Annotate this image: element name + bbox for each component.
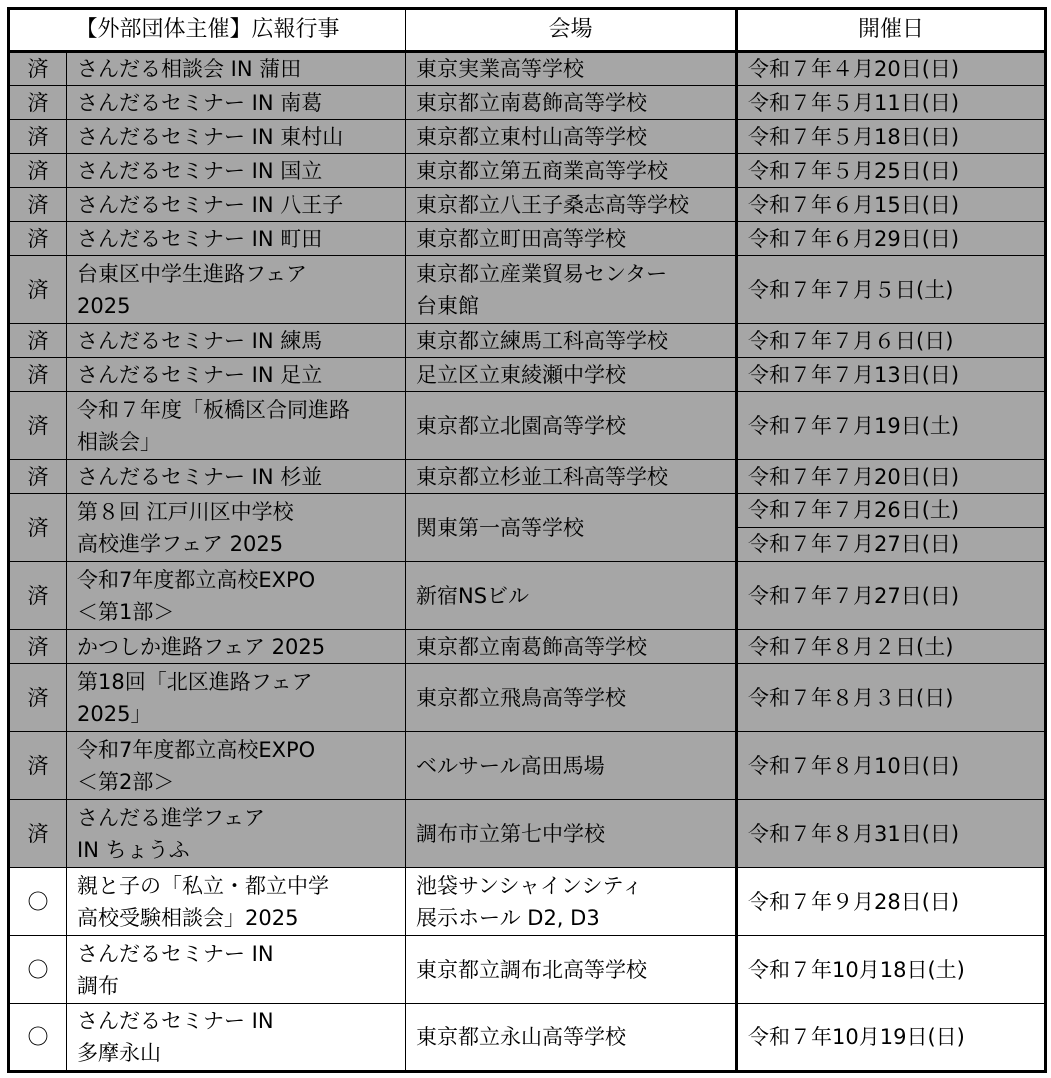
venue-line: 東京都立第五商業高等学校 [416,158,669,183]
venue-cell [406,800,737,868]
venue-cell [406,936,737,1004]
venue-line: 関東第一高等学校 [416,515,585,540]
table-row [9,868,1046,936]
venue-cell [406,188,737,222]
event-date: 令和７年７月26日(土) [748,498,960,522]
status-done-mark: 済 [9,562,67,630]
venue-cell [406,86,737,120]
event-name-cell [67,562,406,630]
event-name-line: さんだるセミナー IN 町田 [77,226,323,251]
event-name-line: 2025」 [77,701,152,726]
table-row [9,324,1046,358]
event-date: 令和７年６月29日(日) [748,226,960,251]
event-name-line: さんだる進学フェア [77,805,265,830]
table-row [9,664,1046,732]
venue-cell [406,222,737,256]
venue-cell [406,630,737,664]
status-done-mark: 済 [9,630,67,664]
event-name-line: 第18回「北区進路フェア [77,669,313,694]
table-row [9,732,1046,800]
venue-cell [406,120,737,154]
venue-line: 東京都立練馬工科高等学校 [416,328,669,353]
status-upcoming-mark: 〇 [9,1004,67,1072]
status-upcoming-mark: 〇 [9,936,67,1004]
venue-line: 足立区立東綾瀬中学校 [416,362,627,387]
event-name-line: さんだるセミナー IN [77,941,274,966]
venue-cell [406,732,737,800]
event-date: 令和７年５月18日(日) [748,124,960,149]
event-date: 令和７年７月27日(日) [738,527,1044,561]
event-name-cell [67,936,406,1004]
status-done-mark: 済 [9,188,67,222]
status-done-mark: 済 [9,664,67,732]
venue-cell [406,460,737,494]
event-date: 令和７年７月６日(日) [748,328,954,353]
date-cell [737,1004,1046,1072]
date-cell [737,800,1046,868]
event-name-cell [67,358,406,392]
event-date: 令和７年６月15日(日) [748,192,960,217]
event-name-line: ＜第1部＞ [77,599,175,624]
venue-cell [406,256,737,324]
date-cell [737,52,1046,86]
date-cell [737,188,1046,222]
event-name-cell [67,120,406,154]
event-name-cell [67,392,406,460]
event-name-cell [67,52,406,86]
event-name-line: 高校進学フェア 2025 [77,531,284,556]
venue-line: ベルサール高田馬場 [416,753,605,778]
event-name-line: さんだるセミナー IN 南葛 [77,90,323,115]
event-name-line: 令和7年度都立高校EXPO [77,567,316,592]
venue-line: 池袋サンシャインシティ [416,873,643,898]
event-name-line: さんだる相談会 IN 蒲田 [77,57,302,81]
table-row [9,256,1046,324]
event-name-cell [67,630,406,664]
table-row [9,392,1046,460]
date-cell [737,936,1046,1004]
status-done-mark: 済 [9,800,67,868]
date-cell [737,358,1046,392]
event-date: 令和７年４月20日(日) [748,57,960,81]
venue-line: 調布市立第七中学校 [416,821,606,846]
event-date: 令和７年８月31日(日) [748,821,960,846]
event-date: 令和７年７月19日(土) [748,413,960,438]
venue-line: 東京都立産業貿易センター [416,261,668,286]
event-name-cell [67,222,406,256]
header-event: 【外部団体主催】広報行事 [9,9,406,52]
table-row [9,120,1046,154]
event-name-line: ＜第2部＞ [77,769,175,794]
status-done-mark: 済 [9,732,67,800]
date-cell [737,732,1046,800]
venue-line: 展示ホール D2, D3 [416,905,600,930]
event-name-line: 台東区中学生進路フェア [77,261,307,286]
event-name-line: 第８回 江戸川区中学校 [77,499,294,524]
event-name-line: さんだるセミナー IN 八王子 [77,192,344,217]
table-row [9,52,1046,86]
date-cell [737,392,1046,460]
status-done-mark: 済 [9,52,67,86]
venue-cell [406,664,737,732]
event-name-line: 令和7年度都立高校EXPO [77,737,316,762]
event-date: 令和７年８月３日(日) [748,685,954,710]
venue-cell [406,562,737,630]
venue-line: 東京実業高等学校 [416,57,585,81]
event-name-line: さんだるセミナー IN 国立 [77,158,323,183]
event-date: 令和７年10月19日(日) [748,1025,965,1049]
event-name-cell [67,256,406,324]
venue-line: 東京都立北園高等学校 [416,413,627,438]
venue-line: 東京都立飛鳥高等学校 [416,685,627,710]
status-done-mark: 済 [9,154,67,188]
status-upcoming-mark: 〇 [9,868,67,936]
venue-cell [406,494,737,562]
event-name-cell [67,732,406,800]
date-cell [737,222,1046,256]
event-name-line: 相談会」 [77,429,161,454]
event-name-cell [67,494,406,562]
date-cell [737,664,1046,732]
event-name-cell [67,154,406,188]
venue-cell [406,52,737,86]
event-name-cell [67,460,406,494]
event-name-line: さんだるセミナー IN 練馬 [77,328,323,353]
event-name-line: さんだるセミナー IN 杉並 [77,464,323,489]
event-name-cell [67,188,406,222]
date-cell [737,324,1046,358]
event-name-cell [67,86,406,120]
venue-cell [406,324,737,358]
status-done-mark: 済 [9,86,67,120]
event-name-line: 多摩永山 [77,1041,161,1065]
date-cell [737,120,1046,154]
status-done-mark: 済 [9,494,67,562]
venue-line: 東京都立東村山高等学校 [416,124,648,149]
venue-cell [406,154,737,188]
venue-line: 東京都立永山高等学校 [416,1025,627,1049]
date-cell [737,154,1046,188]
status-done-mark: 済 [9,256,67,324]
event-name-line: 親と子の「私立・都立中学 [77,873,329,898]
event-date: 令和７年７月27日(日) [748,583,960,608]
event-name-line: IN ちょうふ [77,837,190,862]
venue-line: 東京都立調布北高等学校 [416,957,648,982]
table-row [9,562,1046,630]
venue-line: 東京都立八王子桑志高等学校 [416,192,690,217]
date-cell [737,494,1046,562]
event-date: 令和７年８月２日(土) [748,634,954,659]
event-date: 令和７年７月５日(土) [748,277,954,302]
table-row [9,154,1046,188]
venue-cell [406,392,737,460]
header-row [9,9,1046,52]
event-date: 令和７年５月11日(日) [748,90,960,115]
status-done-mark: 済 [9,324,67,358]
status-done-mark: 済 [9,358,67,392]
event-name-cell [67,868,406,936]
status-done-mark: 済 [9,120,67,154]
event-date: 令和７年８月10日(日) [748,753,960,778]
venue-cell [406,868,737,936]
event-date: 令和７年10月18日(土) [748,957,965,982]
table-row [9,460,1046,494]
header-date: 開催日 [737,9,1046,52]
table-row [9,800,1046,868]
status-done-mark: 済 [9,222,67,256]
date-cell [737,86,1046,120]
venue-line: 東京都立町田高等学校 [416,226,627,251]
table-row [9,86,1046,120]
venue-line: 台東館 [416,293,480,318]
status-done-mark: 済 [9,460,67,494]
venue-line: 東京都立杉並工科高等学校 [416,464,669,489]
table-row [9,358,1046,392]
table-row [9,222,1046,256]
event-schedule-table [7,7,1047,1073]
table-row [9,494,1046,562]
table-row [9,1004,1046,1072]
date-cell [737,460,1046,494]
venue-line: 東京都立南葛飾高等学校 [416,634,648,659]
event-name-line: さんだるセミナー IN 東村山 [77,124,344,149]
event-name-line: さんだるセミナー IN 足立 [77,362,323,387]
date-cell [737,868,1046,936]
event-name-line: かつしか進路フェア 2025 [77,634,326,659]
venue-line: 新宿NSビル [416,583,530,608]
status-done-mark: 済 [9,392,67,460]
date-cell [737,562,1046,630]
event-date: 令和７年７月20日(日) [748,464,960,489]
event-name-line: 調布 [77,973,119,998]
header-venue: 会場 [406,9,737,52]
table-row [9,630,1046,664]
event-name-line: 高校受験相談会」2025 [77,905,299,930]
event-name-line: さんだるセミナー IN [77,1009,274,1033]
event-name-cell [67,800,406,868]
event-name-cell [67,664,406,732]
venue-line: 東京都立南葛飾高等学校 [416,90,648,115]
event-date: 令和７年９月28日(日) [748,889,960,914]
event-name-cell [67,1004,406,1072]
event-name-line: 2025 [77,293,131,318]
venue-cell [406,1004,737,1072]
event-name-cell [67,324,406,358]
date-cell [737,256,1046,324]
event-date: 令和７年７月13日(日) [748,362,960,387]
event-date: 令和７年５月25日(日) [748,158,960,183]
event-name-line: 令和７年度「板橋区合同進路 [77,397,350,422]
table-row [9,188,1046,222]
table-row [9,936,1046,1004]
venue-cell [406,358,737,392]
date-cell [737,630,1046,664]
